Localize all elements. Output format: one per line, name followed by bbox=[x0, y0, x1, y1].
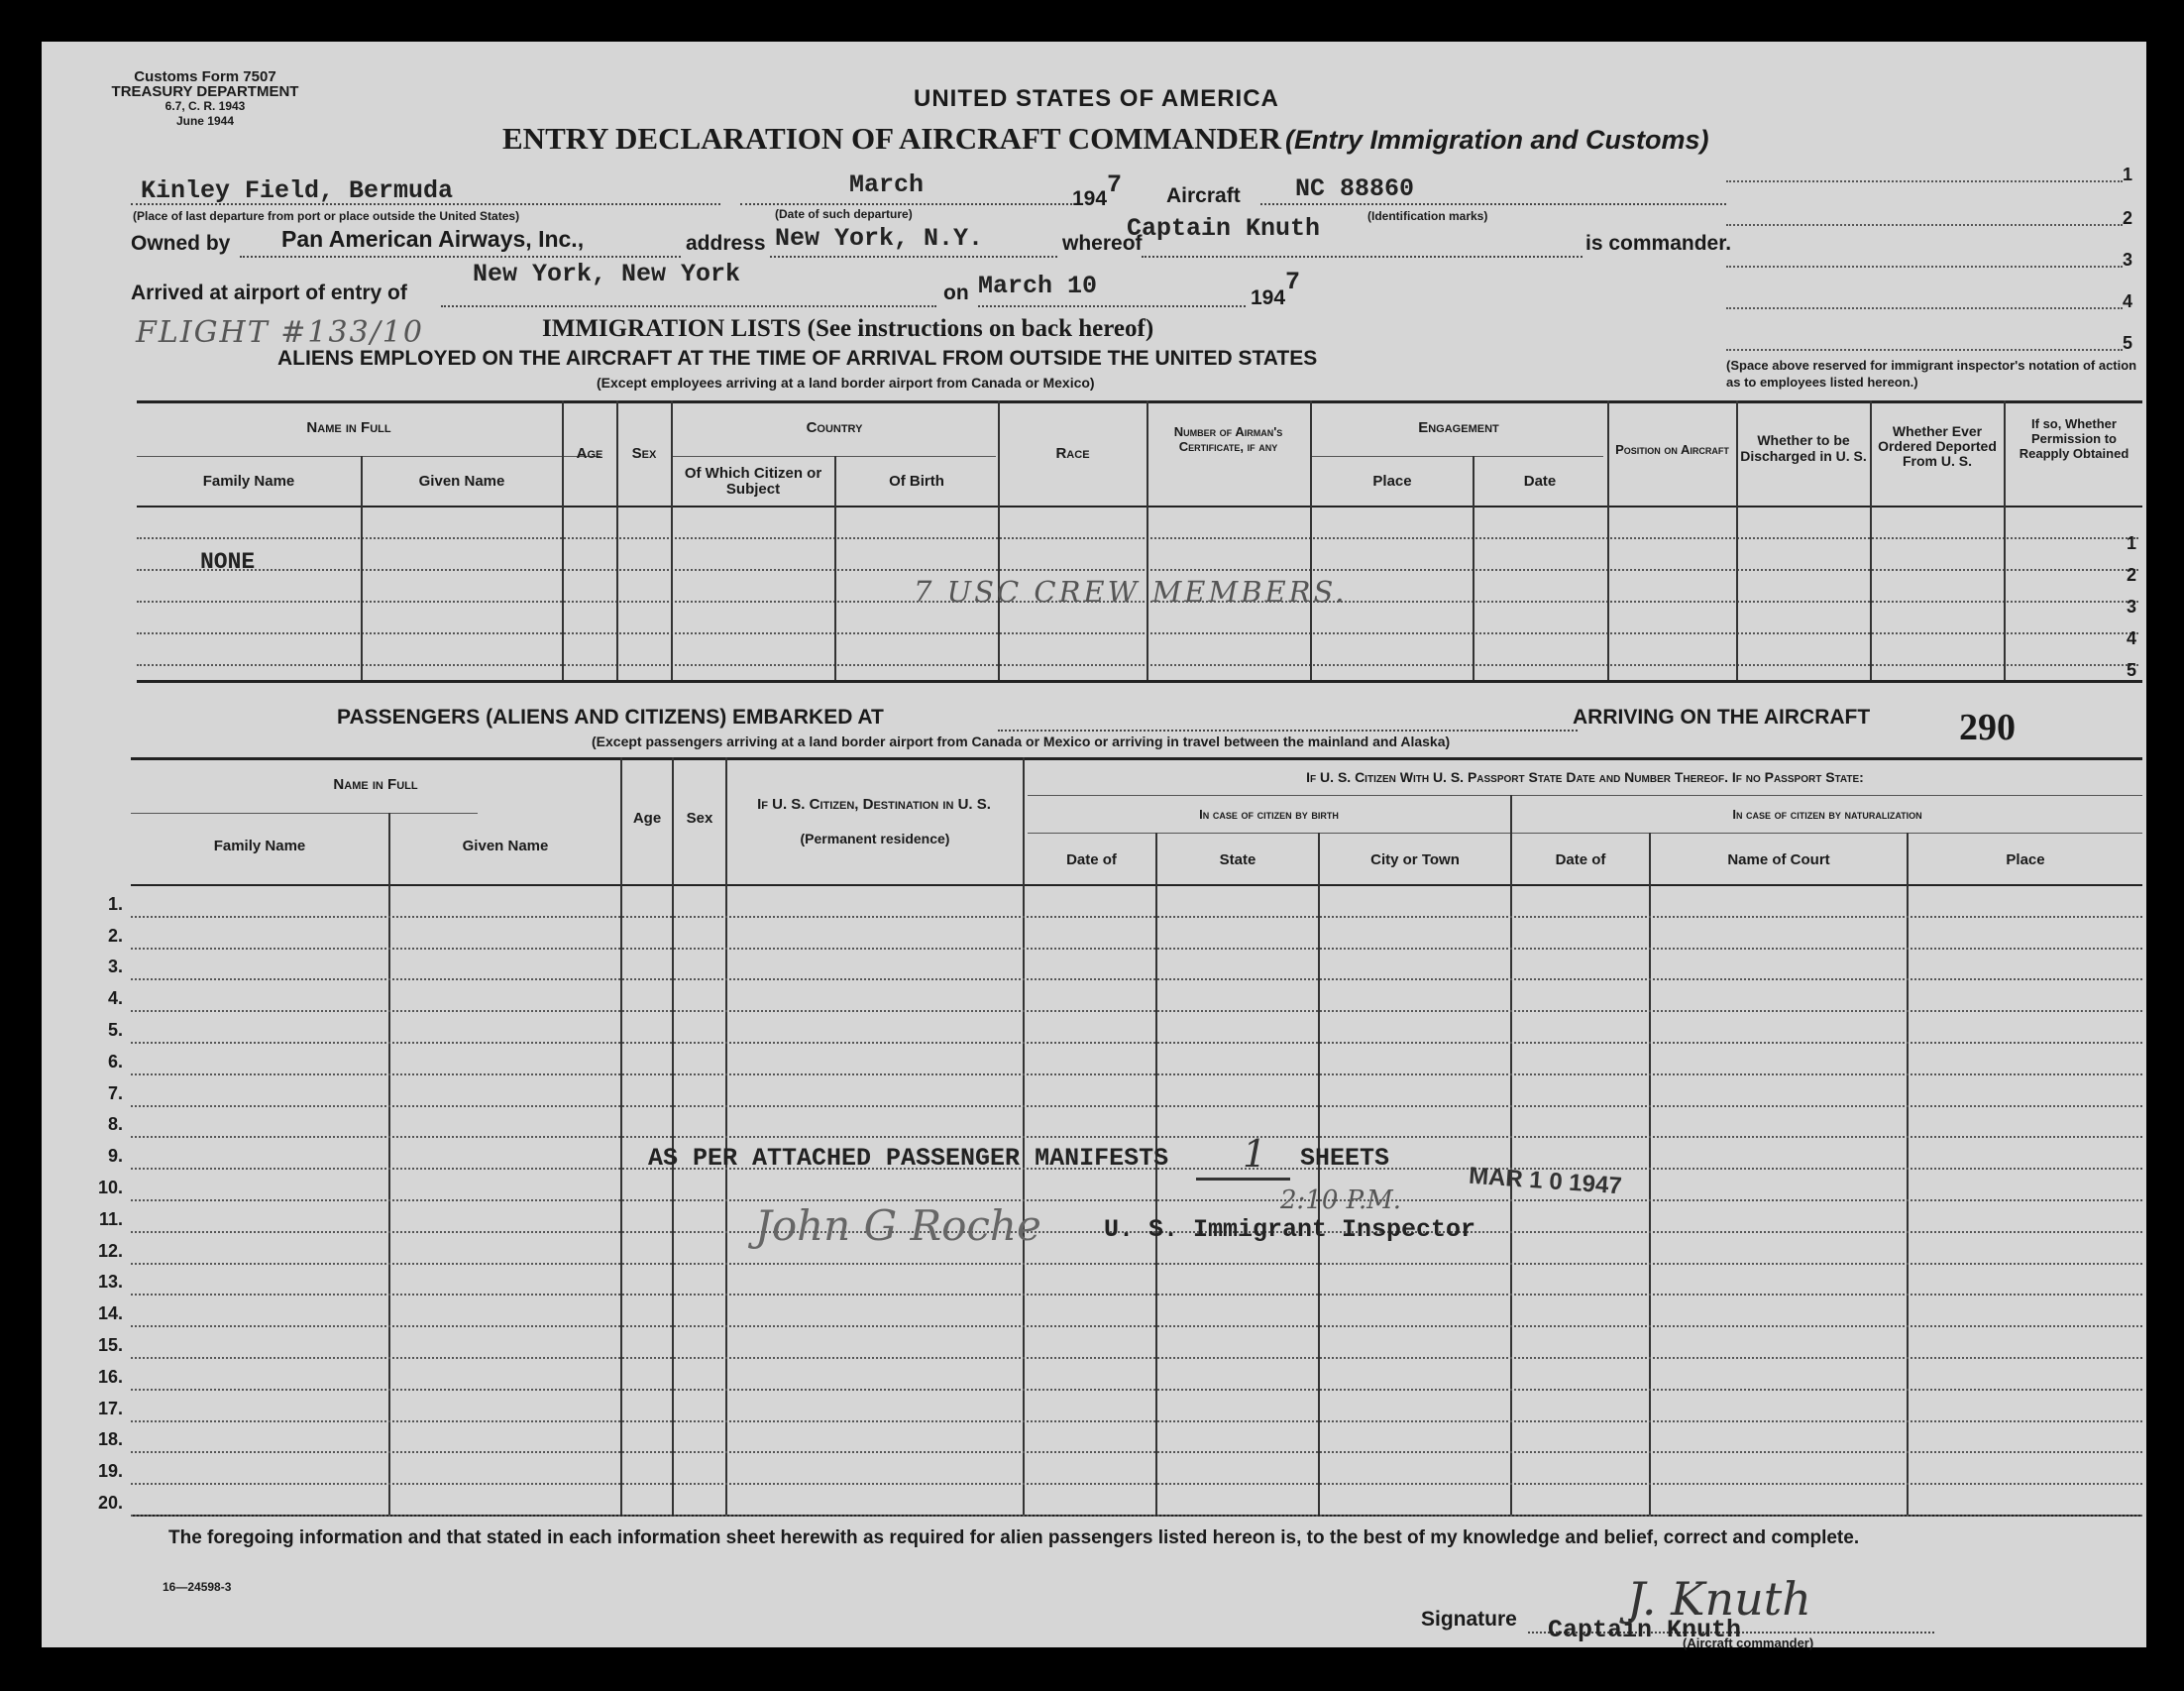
crew-row-number: 1 bbox=[2127, 533, 2137, 553]
pax-header-date-of: Date of bbox=[1066, 851, 1117, 868]
form-number: Customs Form 7507 bbox=[134, 68, 276, 85]
manifest-sheets: SHEETS bbox=[1300, 1144, 1390, 1173]
commander-name: Captain Knuth bbox=[1127, 214, 1321, 243]
address-label: address bbox=[686, 232, 766, 255]
crew-header-age: Age bbox=[576, 445, 603, 462]
crew-header-date: Date bbox=[1523, 473, 1557, 490]
pax-header-destination-sub: (Permanent residence) bbox=[800, 831, 950, 846]
owner-address: New York, N.Y. bbox=[775, 224, 984, 253]
time-note: 2:10 P.M. bbox=[1280, 1185, 1402, 1215]
crew-header-sex: Sex bbox=[631, 445, 657, 462]
reserved-row-number: 5 bbox=[2123, 333, 2133, 353]
aircraft-id-caption: (Identification marks) bbox=[1367, 209, 1488, 223]
owner-name: Pan American Airways, Inc., bbox=[281, 226, 585, 252]
pax-header-age: Age bbox=[632, 810, 662, 827]
reserved-row-number: 1 bbox=[2123, 165, 2133, 184]
arrival-year-prefix: 194 bbox=[1251, 286, 1286, 309]
passenger-row-number: 5. bbox=[107, 1020, 123, 1040]
passenger-row-line bbox=[131, 948, 2142, 950]
passengers-title-right: ARRIVING ON THE AIRCRAFT bbox=[1573, 706, 1871, 729]
manifest-count: 1 bbox=[1243, 1132, 1267, 1176]
form-sheet bbox=[42, 42, 2146, 1650]
passenger-row-line bbox=[131, 916, 2142, 918]
crew-row-number: 4 bbox=[2127, 628, 2137, 648]
passenger-row-number: 7. bbox=[107, 1082, 123, 1103]
pax-header-name: Name in Full bbox=[333, 776, 418, 793]
passenger-row-line bbox=[131, 1136, 2142, 1138]
crew-row-number: 5 bbox=[2127, 660, 2137, 680]
country-heading: UNITED STATES OF AMERICA bbox=[914, 85, 1279, 112]
passenger-row-number: 10. bbox=[97, 1178, 123, 1197]
passenger-row-number: 4. bbox=[107, 988, 123, 1009]
passenger-row-number: 2. bbox=[107, 925, 123, 946]
passenger-row-number: 6. bbox=[107, 1051, 123, 1071]
title-main: ENTRY DECLARATION OF AIRCRAFT COMMANDER bbox=[502, 121, 1281, 156]
flight-note: FLIGHT #133/10 bbox=[136, 315, 424, 350]
departure-month: March bbox=[849, 170, 925, 199]
pax-header-given: Given Name bbox=[462, 838, 549, 854]
crew-header-birth: Of Birth bbox=[889, 473, 944, 490]
form-date: June 1944 bbox=[175, 114, 235, 128]
passenger-row-line bbox=[131, 1073, 2142, 1075]
signature-label: Signature bbox=[1421, 1608, 1517, 1631]
flight-number: 290 bbox=[1959, 707, 2016, 748]
crew-header-engagement: Engagement bbox=[1418, 419, 1499, 436]
reserved-note: (Space above reserved for immigrant inspector's notation of action as to employees listed hereon.) bbox=[1726, 358, 2137, 390]
pax-header-by-birth: In case of citizen by birth bbox=[1199, 807, 1339, 822]
passenger-row-number: 15. bbox=[97, 1335, 123, 1355]
crew-header-given: Given Name bbox=[418, 473, 505, 490]
immigration-subtitle: ALIENS EMPLOYED ON THE AIRCRAFT AT THE TIME OF ARRIVAL FROM OUTSIDE THE UNITED STATES bbox=[277, 347, 1318, 370]
passenger-row-line bbox=[131, 1105, 2142, 1107]
arrival-year bbox=[1251, 268, 1301, 312]
passenger-row-number: 11. bbox=[98, 1208, 123, 1229]
crew-header-place: Place bbox=[1372, 473, 1412, 490]
arrival-on-label: on bbox=[943, 282, 969, 304]
is-commander-label: is commander. bbox=[1585, 232, 1732, 255]
passenger-row-number: 13. bbox=[97, 1272, 123, 1293]
captain-name: Captain Knuth bbox=[1548, 1616, 1742, 1644]
passenger-row-line bbox=[131, 1389, 2142, 1391]
passenger-row-number: 16. bbox=[97, 1366, 123, 1387]
pax-header-destination: If U. S. Citizen, Destination in U. S. bbox=[757, 796, 991, 813]
footer-print-code: 16—24598-3 bbox=[163, 1580, 232, 1594]
signature-caption: (Aircraft commander) bbox=[1683, 1635, 1814, 1650]
arrival-label: Arrived at airport of entry of bbox=[131, 282, 407, 304]
passenger-row-line bbox=[131, 1294, 2142, 1296]
passenger-row-line bbox=[131, 1483, 2142, 1485]
owned-by-label: Owned by bbox=[131, 232, 231, 255]
departure-year-prefix: 194 bbox=[1072, 187, 1108, 210]
reserved-row-number: 2 bbox=[2123, 208, 2133, 228]
stamp-date: MAR 1 0 1947 bbox=[1468, 1162, 1623, 1200]
passenger-row-number: 14. bbox=[97, 1303, 123, 1324]
crew-header-permission: If so, Whether Permission to Reapply Obtained bbox=[2019, 416, 2129, 461]
passenger-row-number: 8. bbox=[107, 1114, 123, 1135]
pax-header-by-naturalization: In case of citizen by naturalization bbox=[1732, 807, 1922, 822]
pax-header-sex: Sex bbox=[686, 810, 713, 827]
passenger-row-line bbox=[131, 978, 2142, 980]
pax-header-state: State bbox=[1219, 851, 1256, 868]
crew-header-deported: Whether Ever Ordered Deported From U. S. bbox=[1878, 423, 1997, 469]
form-regulation: 6.7, C. R. 1943 bbox=[164, 99, 246, 113]
passenger-row-line bbox=[131, 1042, 2142, 1044]
crew-header-name: Name in Full bbox=[306, 419, 391, 436]
passenger-row-line bbox=[131, 1357, 2142, 1359]
footer-statement: The foregoing information and that stated in each information sheet herewith as required for alien passengers listed hereon is, to the best of my knowledge and belief, correct and complete. bbox=[168, 1527, 1860, 1548]
aircraft-id: NC 88860 bbox=[1295, 174, 1415, 203]
passenger-row-line bbox=[131, 1263, 2142, 1265]
departure-place: Kinley Field, Bermuda bbox=[141, 176, 454, 205]
crew-header-country: Country bbox=[806, 419, 863, 436]
arrival-place: New York, New York bbox=[473, 260, 741, 288]
departure-year bbox=[1072, 170, 1123, 213]
immigration-title: IMMIGRATION LISTS (See instructions on back hereof) bbox=[542, 315, 1154, 342]
departure-year-digit: 7 bbox=[1107, 170, 1123, 199]
passenger-row-number: 12. bbox=[97, 1240, 123, 1261]
pax-header-city: City or Town bbox=[1370, 851, 1460, 868]
immigration-except: (Except employees arriving at a land border airport from Canada or Mexico) bbox=[597, 375, 1095, 391]
commander-signature: J. Knuth bbox=[1627, 1572, 1811, 1626]
passenger-row-number: 3. bbox=[107, 957, 123, 977]
inspector-title: U. S. Immigrant Inspector bbox=[1104, 1215, 1476, 1244]
arrival-year-digit: 7 bbox=[1285, 268, 1301, 296]
departure-date-caption: (Date of such departure) bbox=[775, 207, 913, 221]
passenger-row-number: 9. bbox=[107, 1146, 123, 1167]
crew-header-race: Race bbox=[1055, 445, 1090, 462]
manifest-text: AS PER ATTACHED PASSENGER MANIFESTS bbox=[648, 1144, 1169, 1173]
passenger-row-number: 17. bbox=[97, 1398, 123, 1418]
passengers-title-left: PASSENGERS (ALIENS AND CITIZENS) EMBARKED AT bbox=[337, 706, 884, 729]
passenger-row-number: 19. bbox=[97, 1461, 123, 1482]
crew-none-entry: NONE bbox=[200, 549, 256, 575]
passenger-row-line bbox=[131, 1420, 2142, 1422]
pax-header-family: Family Name bbox=[213, 838, 306, 854]
passenger-row-line bbox=[131, 1515, 2142, 1517]
form-id-block bbox=[91, 69, 319, 129]
whereof-label: whereof bbox=[1062, 232, 1143, 255]
crew-header-airman: Number of Airman's Certificate, if any bbox=[1173, 424, 1283, 454]
form-title bbox=[502, 121, 1709, 157]
pax-header-passport: If U. S. Citizen With U. S. Passport State Date and Number Thereof. If no Passport State: bbox=[1306, 769, 1864, 785]
reserved-row-number: 4 bbox=[2123, 291, 2133, 311]
passenger-row-line bbox=[131, 1010, 2142, 1012]
crew-header-family: Family Name bbox=[202, 473, 295, 490]
crew-members-note: 7 USC CREW MEMBERS. bbox=[914, 575, 1348, 609]
inspector-signature: John G Roche bbox=[755, 1201, 1041, 1250]
crew-header-citizen: Of Which Citizen or Subject bbox=[684, 465, 822, 498]
pax-header-date-of-2: Date of bbox=[1555, 851, 1606, 868]
crew-row-number: 2 bbox=[2127, 565, 2137, 585]
passenger-row-number: 20. bbox=[97, 1493, 123, 1513]
departure-place-caption: (Place of last departure from port or place outside the United States) bbox=[133, 209, 520, 223]
title-sub: (Entry Immigration and Customs) bbox=[1285, 125, 1709, 155]
passenger-row-line bbox=[131, 1199, 2142, 1201]
passenger-row-line bbox=[131, 1325, 2142, 1327]
aircraft-label: Aircraft bbox=[1166, 184, 1241, 207]
passenger-row-line bbox=[131, 1451, 2142, 1453]
passenger-row-number: 18. bbox=[97, 1429, 123, 1450]
crew-row-number: 3 bbox=[2127, 597, 2137, 617]
form-department: TREASURY DEPARTMENT bbox=[111, 83, 299, 100]
passengers-except: (Except passengers arriving at a land border airport from Canada or Mexico or arriving in travel between the mainland and Alaska) bbox=[592, 733, 1451, 749]
crew-header-discharged: Whether to be Discharged in U. S. bbox=[1740, 432, 1867, 464]
crew-header-position: Position on Aircraft bbox=[1615, 442, 1729, 457]
reserved-row-number: 3 bbox=[2123, 250, 2133, 270]
pax-header-place: Place bbox=[2006, 851, 2045, 868]
arrival-date: March 10 bbox=[978, 272, 1098, 300]
passenger-row-number: 1. bbox=[107, 893, 123, 914]
pax-header-court: Name of Court bbox=[1727, 851, 1830, 868]
